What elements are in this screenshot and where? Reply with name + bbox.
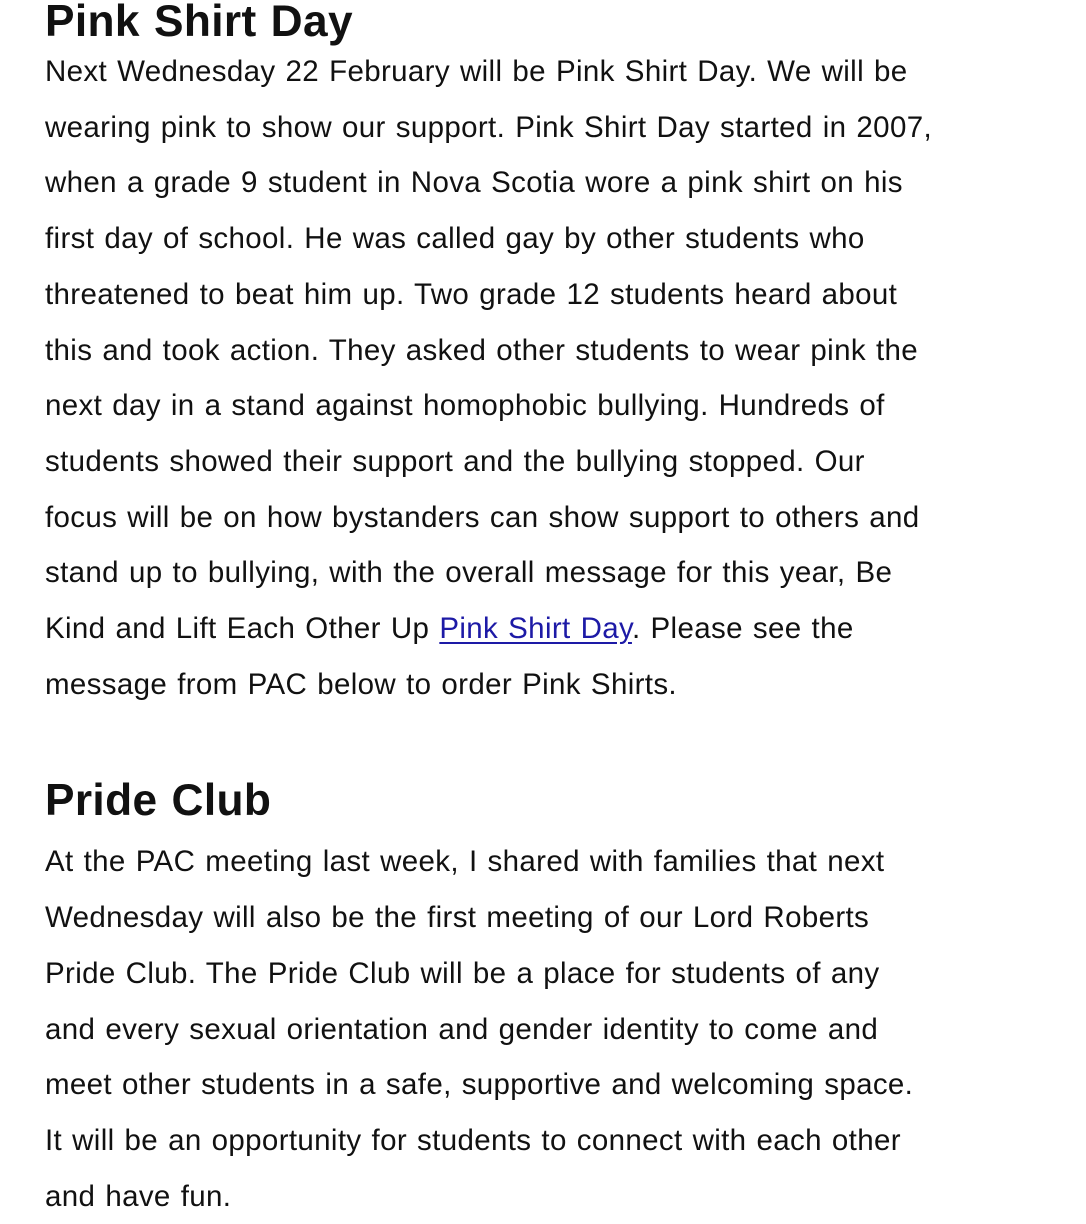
text-line: focus will be on how bystanders can show support to others and <box>45 500 920 534</box>
text-before-link: Kind and Lift Each Other Up <box>45 612 440 646</box>
pink-shirt-day-link[interactable]: Pink Shirt Day <box>439 612 632 646</box>
section-heading-pink-shirt-day: Pink Shirt Day <box>45 0 353 46</box>
text-line: Pride Club. The Pride Club will be a place for students of any <box>45 956 880 990</box>
section-spacer <box>45 712 1045 768</box>
text-line: next day in a stand against homophobic bullying. Hundreds of <box>45 389 885 423</box>
text-line: meet other students in a safe, supportive and welcoming space. <box>45 1068 914 1102</box>
pink-shirt-day-paragraph <box>45 44 1045 712</box>
text-line-with-link <box>45 601 1045 657</box>
text-line: At the PAC meeting last week, I shared with families that next <box>45 845 885 879</box>
text-line: this and took action. They asked other students to wear pink the <box>45 333 919 367</box>
text-line: and have fun. <box>45 1179 232 1213</box>
newsletter-document <box>45 0 1045 1224</box>
text-line: stand up to bullying, with the overall message for this year, Be <box>45 556 893 590</box>
text-line: threatened to beat him up. Two grade 12 students heard about <box>45 277 898 311</box>
text-line: students showed their support and the bullying stopped. Our <box>45 444 865 478</box>
text-line: Next Wednesday 22 February will be Pink Shirt Day. We will be <box>45 55 908 88</box>
text-line: and every sexual orientation and gender identity to come and <box>45 1012 879 1046</box>
text-line: Wednesday will also be the first meeting of our Lord Roberts <box>45 901 870 935</box>
text-after-link: . Please see the <box>631 612 854 646</box>
pride-club-paragraph <box>45 834 1045 1224</box>
text-line: wearing pink to show our support. Pink Shirt Day started in 2007, <box>45 110 932 144</box>
text-line: It will be an opportunity for students to connect with each other <box>45 1123 901 1157</box>
text-line: message from PAC below to order Pink Shirts. <box>45 667 677 701</box>
text-line: first day of school. He was called gay by other students who <box>45 222 865 256</box>
text-line: when a grade 9 student in Nova Scotia wore a pink shirt on his <box>45 166 903 200</box>
section-heading-pride-club: Pride Club <box>45 776 272 826</box>
